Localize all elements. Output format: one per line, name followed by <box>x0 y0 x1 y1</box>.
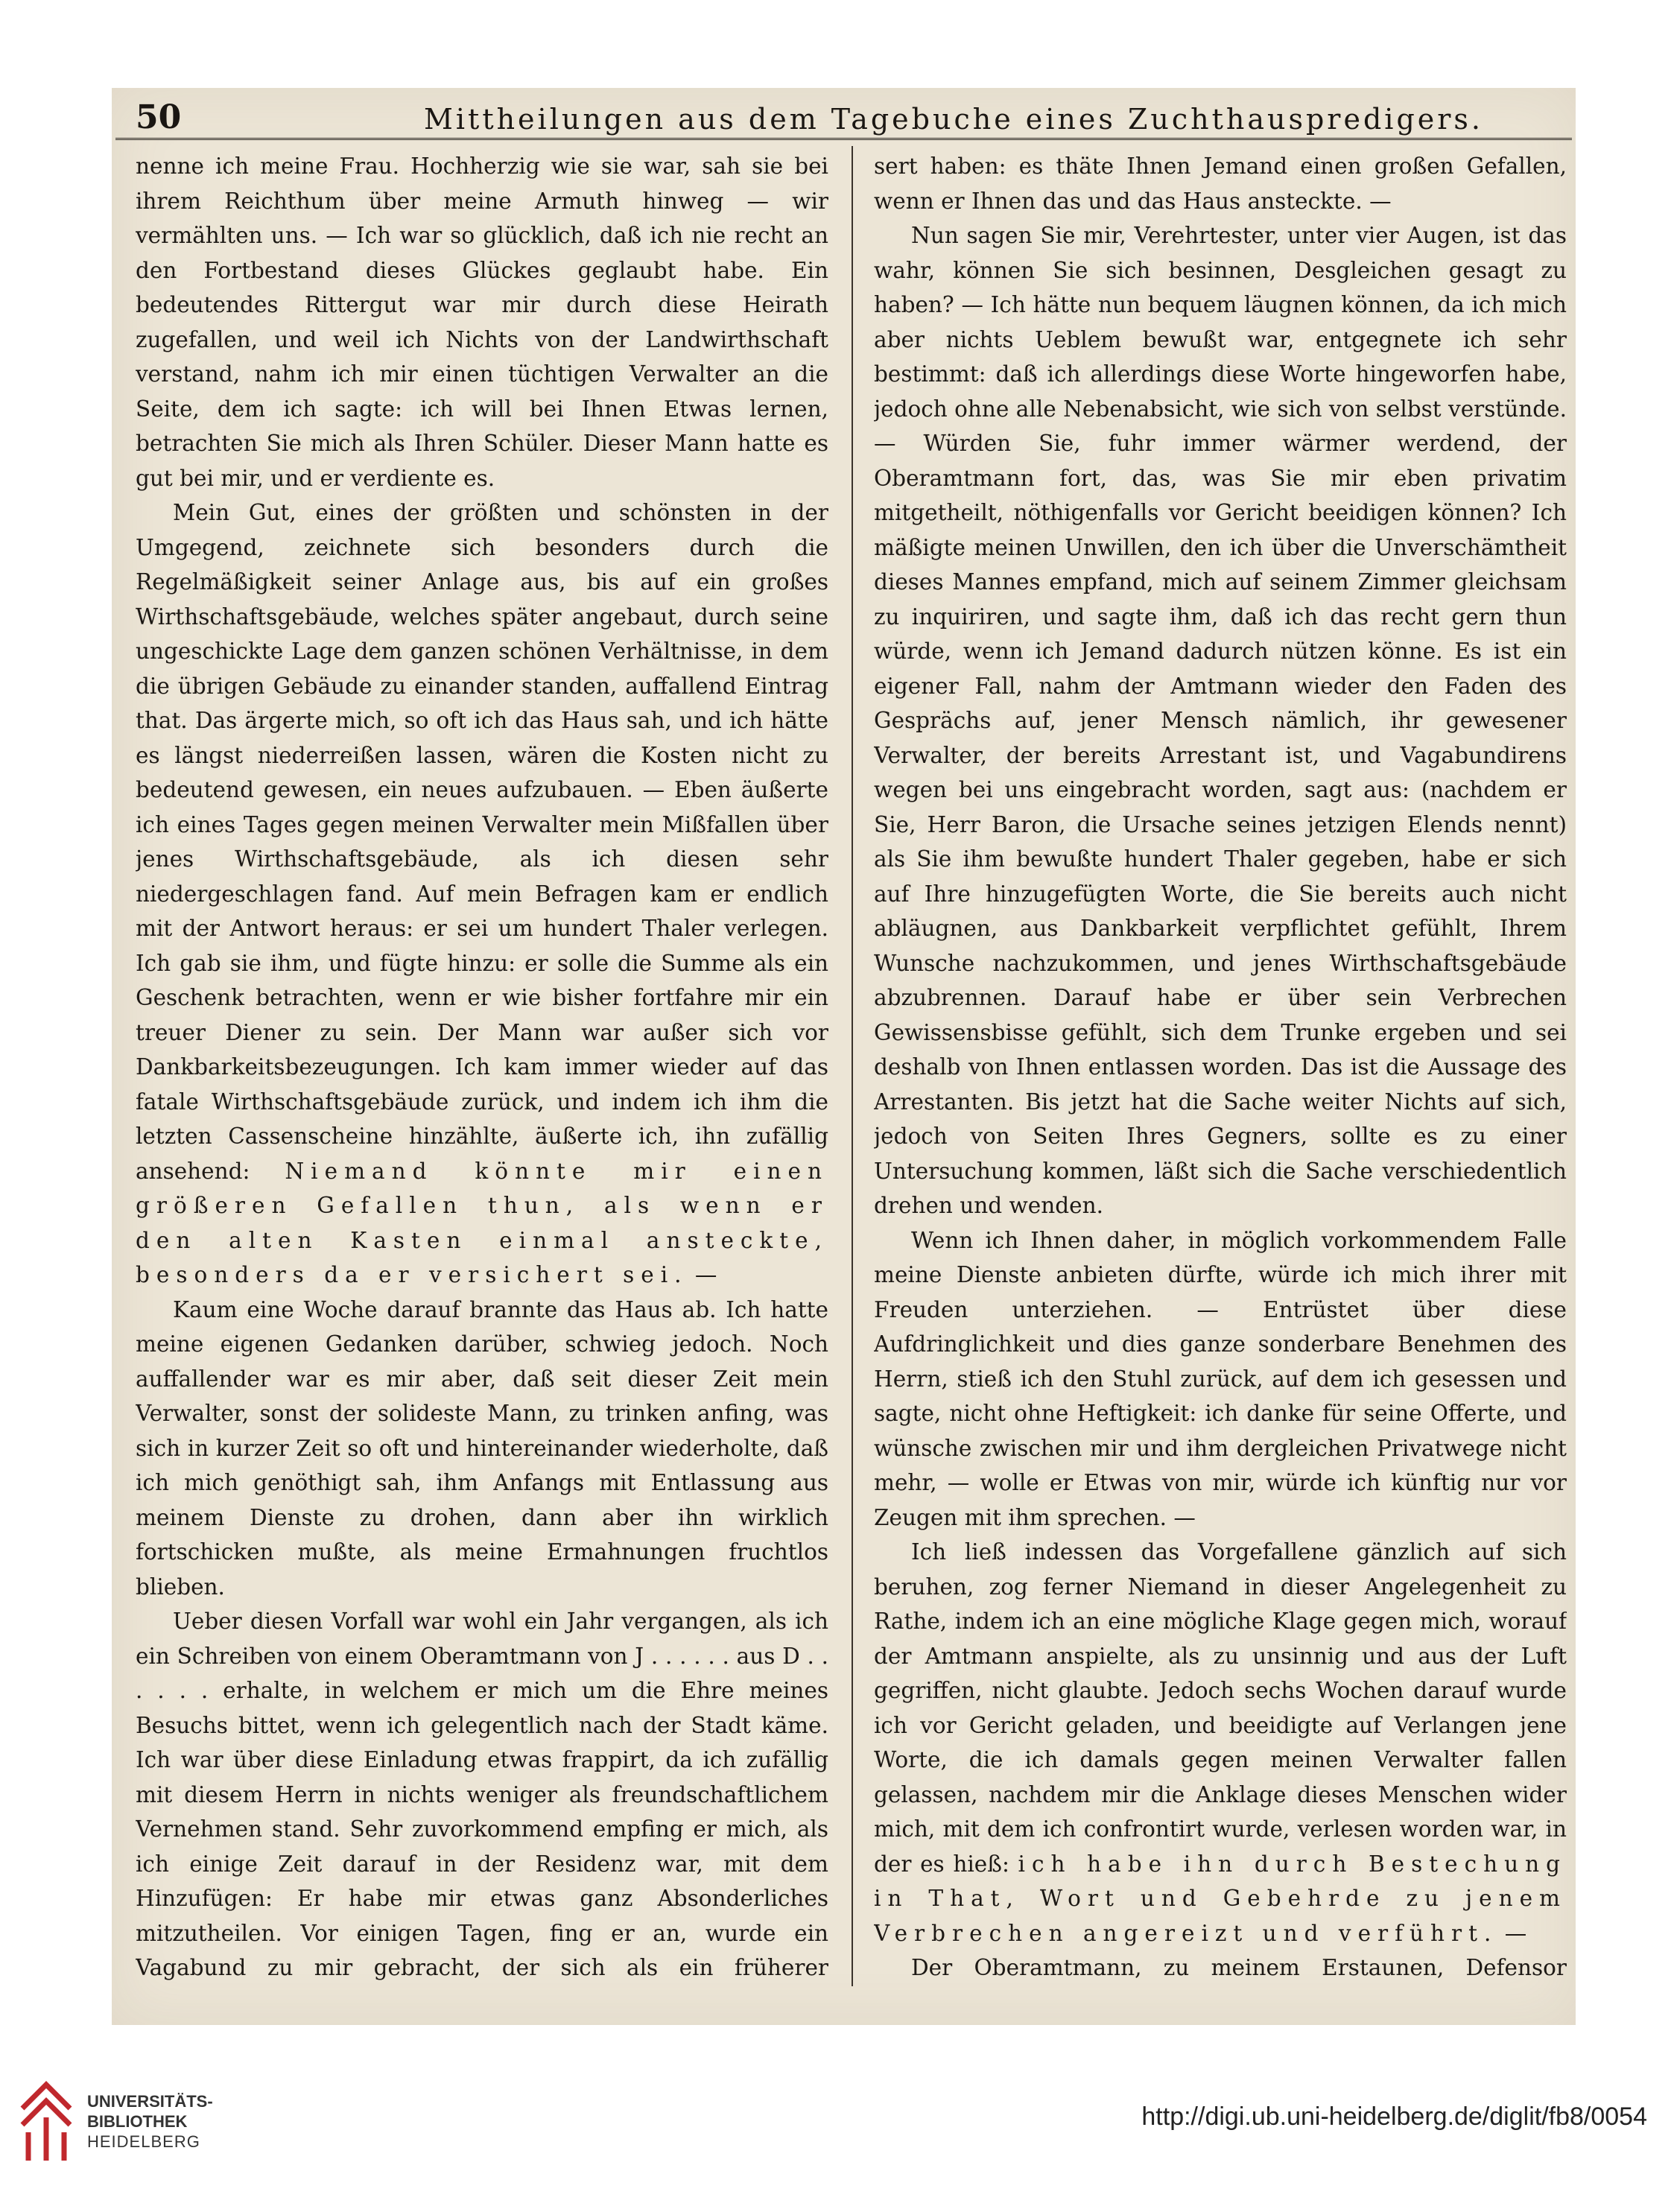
left-paragraph-2 <box>136 495 828 1293</box>
column-divider <box>852 146 853 1986</box>
right-paragraph-3: Wenn ich Ihnen daher, in möglich vorkommendem Falle meine Dienste anbieten dürfte, würde ich mich ihrer mit Freuden unterziehen. — Entrüstet über diese Aufdringlichkeit und dies ganze sonderbare Benehmen des Herrn, stieß ich den Stuhl zurück, auf dem ich gesessen und sagte, nicht ohne Heftigkeit: ich danke für seine Offerte, und wünsche zwischen mir und ihm dergleichen Privatwege nicht mehr, — wolle er Etwas von mir, würde ich künftig nur vor Zeugen mit ihm sprechen. — <box>874 1227 1567 1530</box>
right-paragraph-5: Der Oberamtmann, zu meinem Erstaunen, Defensor <box>911 1955 1567 1980</box>
left-column <box>136 149 828 1989</box>
document-url[interactable]: http://digi.ub.uni-heidelberg.de/diglit/fb8/0054 <box>1141 2102 1647 2131</box>
left-paragraph-2-text: Mein Gut, eines der größten und schönsten in der Umgegend, zeichnete sich besonders durch die Regelmäßigkeit seiner Anlage aus, bis auf ein großes Wirthschaftsgebäude, welches später angebaut, durch seine ungeschickte Lage dem ganzen schönen Verhältnisse, in dem die übrigen Gebäude zu einander standen, auffallend Eintrag that. Das ärgerte mich, so oft ich das Haus sah, und ich hätte es längst niederreißen lassen, wären die Kosten nicht zu bedeutend gewesen, ein neues aufzubauen. — Eben äußerte ich eines Tages gegen meinen Verwalter mein Mißfallen über jenes Wirthschaftsgebäude, als ich diesen sehr niedergeschlagen fand. Auf mein Befragen kam er endlich mit der Antwort heraus: er sei um hundert Thaler verlegen. Ich gab sie ihm, und fügte hinzu: er solle die Summe als ein Geschenk betrachten, wenn er wie bisher fortfahre mir ein treuer Diener zu sein. Der Mann war außer sich vor Dankbarkeitsbezeugungen. Ich kam immer wieder auf das fatale Wirthschaftsgebäude zurück, und indem ich ihm die letzten Cassenscheine hinzählte, äußerte ich, ihn zufällig ansehend: <box>136 500 828 1184</box>
left-paragraph-2-dash: — <box>694 1262 717 1287</box>
emphasized-accusation: ich habe ihn durch Bestechung in That, Wort und Gebehrde zu jenem Verbrechen angereizt und verführt. <box>874 1851 1567 1946</box>
library-name-line-3: HEIDELBERG <box>87 2132 200 2151</box>
left-paragraph-1: nenne ich meine Frau. Hochherzig wie sie war, sah sie bei ihrem Reichthum über meine Armuth hinweg — wir vermählten uns. — Ich war so glücklich, daß ich nie recht an den Fortbestand dieses Glückes geglaubt habe. Ein bedeutendes Rittergut war mir durch diese Heirath zugefallen, und weil ich Nichts von der Landwirthschaft verstand, nahm ich mir einen tüchtigen Verwalter an die Seite, dem ich sagte: ich will bei Ihnen Etwas lernen, betrachten Sie mich als Ihren Schüler. Dieser Mann hatte es gut bei mir, und er verdiente es. <box>136 153 828 491</box>
right-paragraph-4-dash: — <box>1504 1920 1527 1946</box>
right-paragraph-2: Nun sagen Sie mir, Verehrtester, unter vier Augen, ist das wahr, können Sie sich besinnen, Desgleichen gesagt zu haben? — Ich hätte nun bequem läugnen können, da ich mich aber nichts Ueblem bewußt war, entgegnete ich sehr bestimmt: daß ich allerdings diese Worte hingeworfen habe, jedoch ohne alle Nebenabsicht, wie sich von selbst verstünde. — Würden Sie, fuhr immer wärmer werdend, der Oberamtmann fort, das, was Sie mir eben privatim mitgetheilt, nöthigenfalls vor Gericht beeidigen können? Ich mäßigte meinen Unwillen, den ich über die Unverschämtheit dieses Mannes empfand, mich auf seinem Zimmer gleichsam zu inquiriren, und sagte ihm, daß ich das recht gern thun würde, wenn ich Jemand dadurch nützen könne. Es ist ein eigener Fall, nahm der Amtmann wieder den Faden des Gesprächs auf, jener Mensch nämlich, ihr gewesener Verwalter, der bereits Arrestant ist, und Vagabundirens wegen bei uns eingebracht worden, sagt aus: (nachdem er Sie, Herr Baron, die Ursache seines jetzigen Elends nennt) als Sie ihm bewußte hundert Thaler gegeben, habe er sich auf Ihre hinzugefügten Worte, die Sie bereits auch nicht abläugnen, aus Dankbarkeit verpflichtet gefühlt, Ihrem Wunsche nachzukommen, und jenes Wirthschaftsgebäude abzubrennen. Darauf habe er über sein Verbrechen Gewissensbisse gefühlt, sich dem Trunke ergeben und sei deshalb von Ihnen entlassen worden. Das ist die Aussage des Arrestanten. Bis jetzt hat die Sache weiter Nichts auf sich, jedoch von Seiten Ihres Gegners, sollte es zu einer Untersuchung kommen, läßt sich die Sache verschiedentlich drehen und wenden. <box>874 223 1567 1218</box>
library-name-line-1: UNIVERSITÄTS- <box>87 2092 213 2111</box>
running-title: Mittheilungen aus dem Tagebuche eines Zuchthauspredigers. <box>423 103 1483 136</box>
page-number: 50 <box>136 98 182 136</box>
library-name-line-2: BIBLIOTHEK <box>87 2112 188 2131</box>
library-name <box>87 2091 213 2152</box>
right-column <box>874 149 1567 1989</box>
library-logo-icon <box>16 2079 76 2168</box>
right-paragraph-4-text: Ich ließ indessen das Vorgefallene gänzlich auf sich beruhen, zog ferner Niemand in dieser Angelegenheit zu Rathe, indem ich an eine mögliche Klage gegen mich, worauf der Amtmann anspielte, als zu unsinnig und aus der Luft gegriffen, nicht glaubte. Jedoch sechs Wochen darauf wurde ich vor Gericht geladen, und beeidigte auf Verlangen jene Worte, die ich damals gegen meinen Verwalter fallen gelassen, nachdem mir die Anklage dieses Menschen wider mich, mit dem ich confrontirt wurde, verlesen worden war, in der es hieß: <box>874 1539 1567 1877</box>
left-paragraph-4: Ueber diesen Vorfall war wohl ein Jahr vergangen, als ich ein Schreiben von einem Oberamtmann von J . . . . . . aus D . . . . . . erhalte, in welchem er mich um die Ehre meines Besuchs bittet, wenn ich gelegentlich nach der Stadt käme. Ich war über diese Einladung etwas frappirt, da ich zufällig mit diesem Herrn in nichts weniger als freundschaftlichem Vernehmen stand. Sehr zuvorkommend empfing er mich, als ich einige Zeit darauf in der Residenz war, mit dem Hinzufügen: Er habe mir etwas ganz Absonderliches mitzutheilen. Vor einigen Tagen, fing er an, wurde ein Vagabund zu mir gebracht, der sich als ein früherer <box>136 1609 828 1980</box>
left-paragraph-3: Kaum eine Woche darauf brannte das Haus ab. Ich hatte meine eigenen Gedanken darüber, schwieg jedoch. Noch auffallender war es mir aber, daß seit dieser Zeit mein Verwalter, sonst der solideste Mann, zu trinken anfing, was sich in kurzer Zeit so oft und hintereinander wiederholte, daß ich mich genöthigt sah, ihm Anfangs mit Entlassung aus meinem Dienste zu drohen, dann aber ihn wirklich fortschicken mußte, als meine Ermahnungen fruchtlos blieben. <box>136 1296 828 1600</box>
right-paragraph-4 <box>874 1535 1567 1950</box>
right-paragraph-1: sert haben: es thäte Ihnen Jemand einen großen Gefallen, wenn er Ihnen das und das Haus ansteckte. — <box>874 153 1567 214</box>
header-rule <box>115 138 1572 140</box>
emphasized-quote: Niemand könnte mir einen größeren Gefallen thun, als wenn er den alten Kasten einmal ansteckte, besonders da er versichert sei. <box>136 1158 828 1287</box>
